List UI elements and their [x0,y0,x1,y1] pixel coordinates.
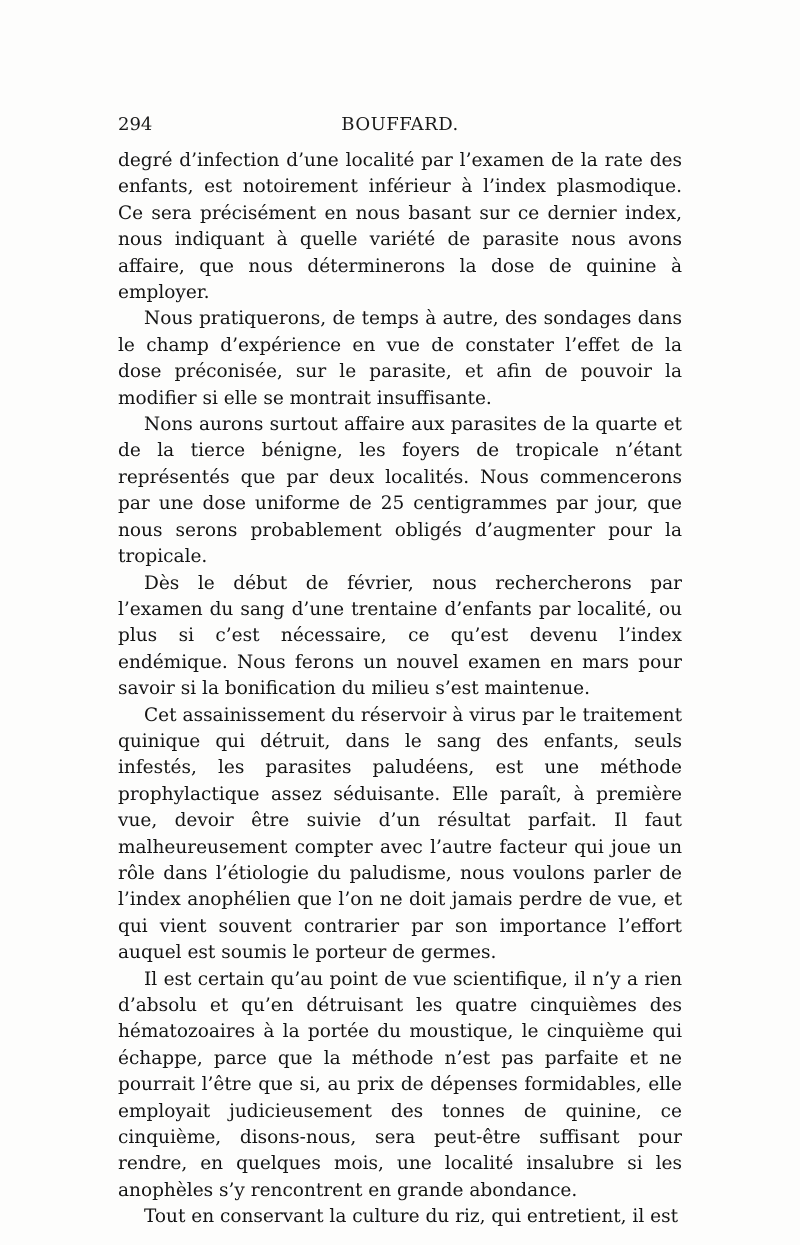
paragraph: Nous pratiquerons, de temps à autre, des sondages dans le champ d’expérience en vue de constater l’effet de la dose préconisée, sur le parasite, et afin de pouvoir la modifier si elle se montrait insuffisante. [118,308,682,409]
paragraph: Dès le début de février, nous rechercherons par l’examen du sang d’une trentaine d’enfants par localité, ou plus si c’est nécessaire, ce qu’est devenu l’index endémique. Nous ferons un nouvel examen en mars pour savoir si la bonification du milieu s’est maintenue. [118,572,682,700]
paragraph: Cet assainissement du réservoir à virus par le traitement quinique qui détruit, dans le sang des enfants, seuls infestés, les parasites paludéens, est une méthode prophylactique assez séduisante. Elle paraît, à première vue, devoir être suivie d’un résultat parfait. Il faut malheureusement compter avec l’autre facteur qui joue un rôle dans l’étiologie du paludisme, nous voulons parler de l’index anophélien que l’on ne doit jamais perdre de vue, et qui vient souvent contrarier par son importance l’effort auquel est soumis le porteur de germes. [118,704,682,964]
running-title: BOUFFARD. [341,114,459,135]
paragraph: Tout en conservant la culture du riz, qui entretient, il est [144,1206,679,1228]
body-text [118,148,682,1231]
paragraph: degré d’infection d’une localité par l’examen de la rate des enfants, est notoirement inférieur à l’index plasmodique. Ce sera précisément en nous basant sur ce dernier index, nous indiquant à quelle variété de parasite nous avons affaire, que nous déterminerons la dose de quinine à employer. [118,150,682,304]
paragraph: Nons aurons surtout affaire aux parasites de la quarte et de la tierce bénigne, les foyers de tropicale n’étant représentés que par deux localités. Nous commencerons par une dose uniforme de 25 centigrammes par jour, que nous serons probablement obligés d’augmenter pour la tropicale. [118,414,682,568]
page-number: 294 [118,114,153,135]
running-head [118,114,682,144]
paragraph: Il est certain qu’au point de vue scientifique, il n’y a rien d’absolu et qu’en détruisant les quatre cinquièmes des hématozoaires à la portée du moustique, le cinquième qui échappe, parce que la méthode n’est pas parfaite et ne pourrait l’être que si, au prix de dépenses formidables, elle employait judicieusement des tonnes de quinine, ce cinquième, disons-nous, sera peut-être suffisant pour rendre, en quelques mois, une localité insalubre si les anophèles s’y rencontrent en grande abondance. [118,968,682,1201]
